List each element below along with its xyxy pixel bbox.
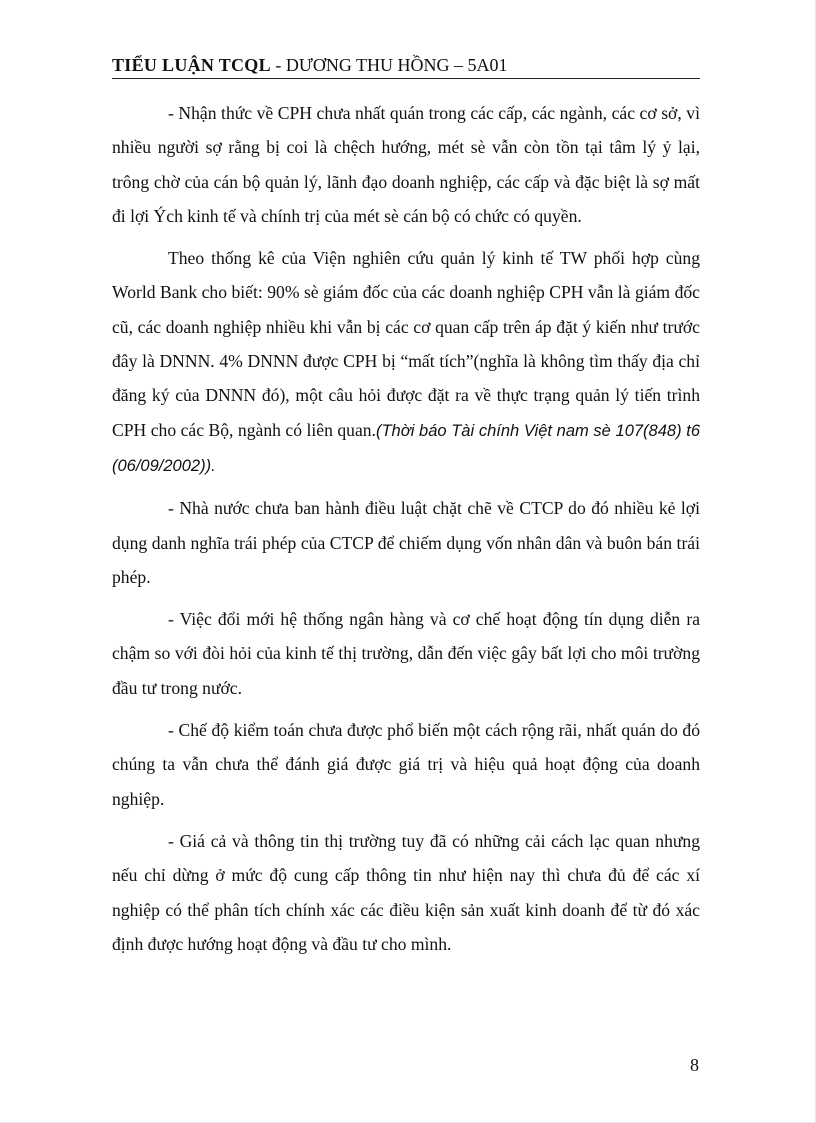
paragraph-spacer (112, 233, 700, 241)
paragraph-spacer (112, 483, 700, 491)
header-title: TIỂU LUẬN TCQL (112, 55, 271, 75)
paragraph-spacer (112, 705, 700, 713)
paragraph-spacer (112, 816, 700, 824)
citation: (Thời báo Tài chính Việt nam sè 107(848) t6 (06/09/2002)). (112, 421, 700, 475)
statistics-text: Theo thống kê của Viện nghiên cứu quản lý kinh tế TW phối hợp cùng World Bank cho biết: 90% sè giám đốc của các doanh nghiệp CPH vẫn là giám đốc cũ, các doanh nghiệp nhiều khi vẫn bị các cơ quan cấp trên áp đặt ý kiến như trước đây là DNNN. 4% DNNN được CPH bị “mất tích”(nghĩa là không tìm thấy địa chỉ đăng ký của DNNN đó), một câu hỏi được đặt ra về thực trạng quản lý tiến trình CPH cho các Bộ, ngành có liên quan. (112, 248, 700, 440)
header-divider (112, 78, 700, 79)
paragraph-legislation: - Nhà nước chưa ban hành điều luật chặt chẽ về CTCP do đó nhiều kẻ lợi dụng danh nghĩa trái phép của CTCP để chiếm dụng vốn nhân dân và buôn bán trái phép. (112, 498, 700, 587)
page-header (112, 54, 700, 76)
page-number: 8 (690, 1055, 699, 1075)
header-author: - DƯƠNG THU HỒNG – 5A01 (270, 55, 508, 75)
paragraph-perception: - Nhận thức về CPH chưa nhất quán trong các cấp, các ngành, các cơ sở, vì nhiều người sợ rằng bị coi là chệch hướng, mét sè vẫn còn tồn tại tâm lý ỷ lại, trông chờ của cán bộ quản lý, lãnh đạo doanh nghiệp, các cấp và đặc biệt là sợ mất đi lợi Ých kinh tế và chính trị của mét sè cán bộ có chức có quyền. (112, 103, 700, 226)
paragraph-banking: - Việc đổi mới hệ thống ngân hàng và cơ chế hoạt động tín dụng diễn ra chậm so với đòi hỏi của kinh tế thị trường, dẫn đến việc gây bất lợi cho môi trường đầu tư trong nước. (112, 609, 700, 698)
document-body (112, 96, 700, 961)
paragraph-market-info: - Giá cả và thông tin thị trường tuy đã có những cải cách lạc quan nhưng nếu chỉ dừng ở mức độ cung cấp thông tin như hiện nay thì chưa đủ để các xí nghiệp có thể phân tích chính xác các điều kiện sản xuất kinh doanh để từ đó xác định được hướng hoạt động và đầu tư cho mình. (112, 830, 700, 954)
paragraph-audit: - Chế độ kiểm toán chưa được phổ biến một cách rộng rãi, nhất quán do đó chúng ta vẫn chưa thể đánh giá được giá trị và hiệu quả hoạt động của doanh nghiệp. (112, 720, 700, 809)
paragraph-statistics (112, 241, 700, 483)
paragraph-spacer (112, 594, 700, 602)
